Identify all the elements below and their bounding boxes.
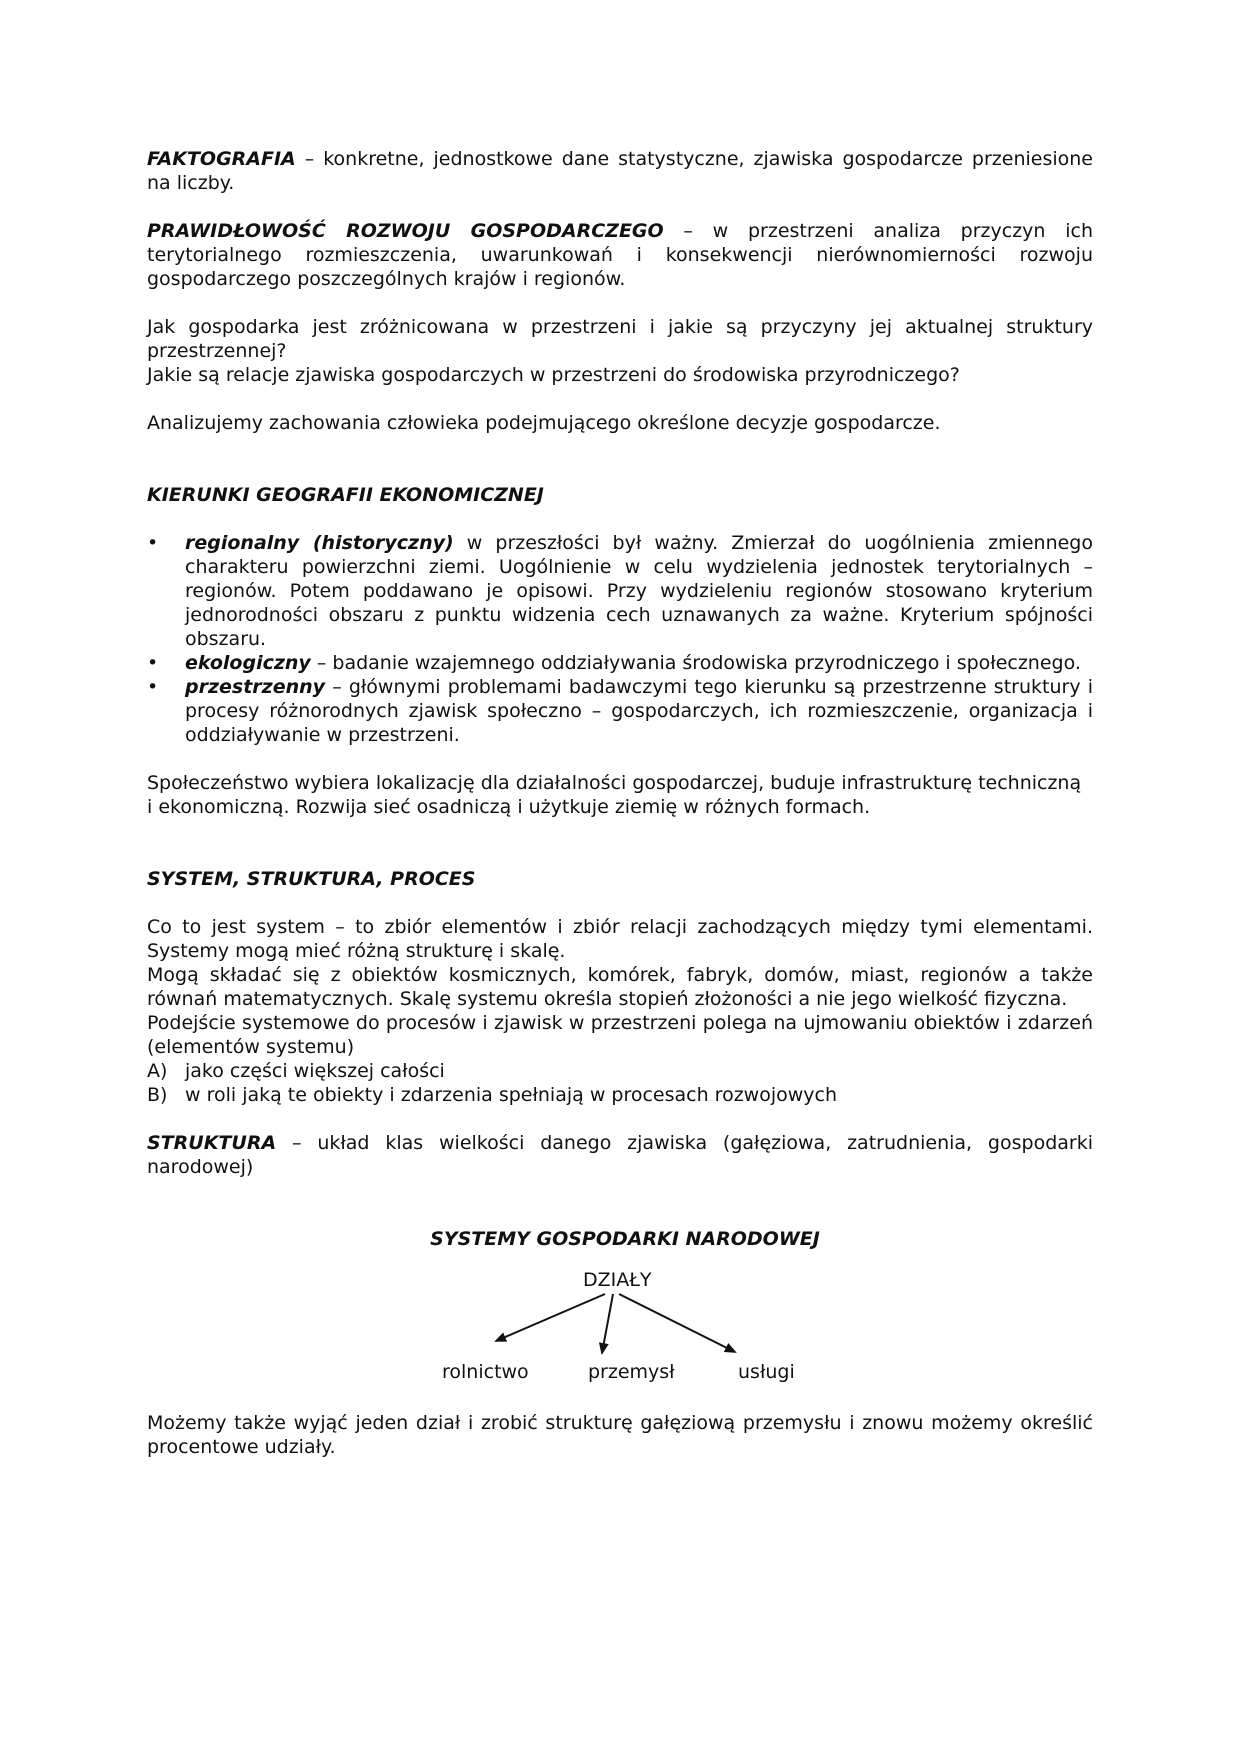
analiza-paragraph: Analizujemy zachowania człowieka podejmującego określone decyzje gospodarcze.: [147, 412, 941, 434]
arrow-to-uslugi: [619, 1294, 735, 1352]
diagram-child-przemysl: przemysł: [588, 1361, 675, 1383]
list-item-text: w roli jaką te obiekty i zdarzenia spełniają w procesach rozwojowych: [185, 1084, 838, 1106]
systemy-gospodarki-heading: SYSTEMY GOSPODARKI NARODOWEJ: [430, 1228, 820, 1250]
kierunki-heading: KIERUNKI GEOGRAFII EKONOMICZNEJ: [147, 484, 544, 506]
question-1: Jak gospodarka jest zróżnicowana w przestrzeni i jakie są przyczyny jej aktualnej struktury przestrzennej?: [147, 316, 1093, 362]
prawidlowosc-term: PRAWIDŁOWOŚĆ ROZWOJU GOSPODARCZEGO: [147, 220, 664, 242]
list-marker: A): [147, 1060, 168, 1082]
list-marker: B): [147, 1084, 168, 1106]
struktura-term: STRUKTURA: [147, 1132, 277, 1154]
list-item-ekologiczny: [147, 651, 1093, 675]
list-item-przestrzenny: [147, 675, 1093, 747]
struktura-text: – układ klas wielkości danego zjawiska (gałęziowa, zatrudnienia, gospodarki narodowej): [147, 1132, 1093, 1178]
list-item-text: – badanie wzajemnego oddziaływania środowiska przyrodniczego i społecznego.: [310, 652, 1081, 674]
spoleczenstwo-line-1: Społeczeństwo wybiera lokalizację dla działalności gospodarczej, buduje infrastrukturę techniczną: [147, 772, 1082, 794]
bullet-icon: •: [147, 532, 159, 554]
spoleczenstwo-line-2: i ekonomiczną. Rozwija sieć osadniczą i użytkuje ziemię w różnych formach.: [147, 796, 871, 818]
final-paragraph: Możemy także wyjąć jeden dział i zrobić strukturę gałęziową przemysłu i znowu możemy określić procentowe udziały.: [147, 1412, 1093, 1458]
diagram-root-dzialy: DZIAŁY: [583, 1269, 652, 1291]
list-item-term: ekologiczny: [185, 652, 311, 674]
system-list: [147, 1059, 1093, 1107]
list-item-term: przestrzenny: [185, 676, 326, 698]
faktografia-term: FAKTOGRAFIA: [147, 148, 296, 170]
system-paragraph-3: Podejście systemowe do procesów i zjawisk w przestrzeni polega na ujmowaniu obiektów i zdarzeń (elementów systemu): [147, 1012, 1093, 1058]
kierunki-list: [147, 531, 1093, 747]
dzialy-diagram: [147, 1251, 1093, 1401]
diagram-child-rolnictwo: rolnictwo: [442, 1361, 529, 1383]
faktografia-text: – konkretne, jednostkowe dane statystyczne, zjawiska gospodarcze przeniesione na liczby.: [147, 148, 1093, 194]
system-paragraph-2: Mogą składać się z obiektów kosmicznych, komórek, fabryk, domów, miast, regionów a także równań matematycznych. Skalę systemu określa stopień złożoności a nie jego wielkość fizyczna.: [147, 964, 1093, 1010]
prawidlowosc-text: – w przestrzeni analiza przyczyn ich terytorialnego rozmieszczenia, uwarunkowań i konsekwencji nierównomierności rozwoju gospodarczego poszczególnych krajów i regionów.: [147, 220, 1093, 290]
list-item-b: [147, 1083, 1093, 1107]
bullet-icon: •: [147, 652, 159, 674]
system-paragraph-1: Co to jest system – to zbiór elementów i zbiór relacji zachodzących między tymi elementami. Systemy mogą mieć różną strukturę i skalę.: [147, 916, 1093, 962]
arrow-to-przemysl: [602, 1294, 613, 1353]
list-item-text: – głównymi problemami badawczymi tego kierunku są przestrzenne struktury i procesy różnorodnych zjawisk społeczno – gospodarczych, ich rozmieszczenie, organizacja i oddziaływanie w przestrzeni.: [185, 676, 1093, 746]
question-2: Jakie są relacje zjawiska gospodarczych w przestrzeni do środowiska przyrodniczego?: [147, 364, 960, 386]
struktura-paragraph: [147, 1131, 1093, 1179]
list-item-regionalny: [147, 531, 1093, 651]
diagram-child-uslugi: usługi: [738, 1361, 795, 1383]
document-page: [147, 147, 1093, 1459]
list-item-text: jako części większej całości: [185, 1060, 445, 1082]
list-item-text: w przeszłości był ważny. Zmierzał do uogólnienia zmiennego charakteru powierzchni ziemi. Uogólnienie w celu wydzielenia jednostek terytorialnych – regionów. Potem poddawano je opisowi. Przy wydzieleniu regionów stosowano kryterium jednorodności obszaru z punktu widzenia cech uznawanych za ważne. Kryterium spójności obszaru.: [185, 532, 1093, 650]
list-item-term: regionalny (historyczny): [185, 532, 454, 554]
system-heading: SYSTEM, STRUKTURA, PROCES: [147, 868, 476, 890]
list-item-a: [147, 1059, 1093, 1083]
prawidlowosc-paragraph: [147, 219, 1093, 291]
faktografia-paragraph: [147, 147, 1093, 195]
bullet-icon: •: [147, 676, 159, 698]
arrow-to-rolnictwo: [496, 1294, 605, 1341]
